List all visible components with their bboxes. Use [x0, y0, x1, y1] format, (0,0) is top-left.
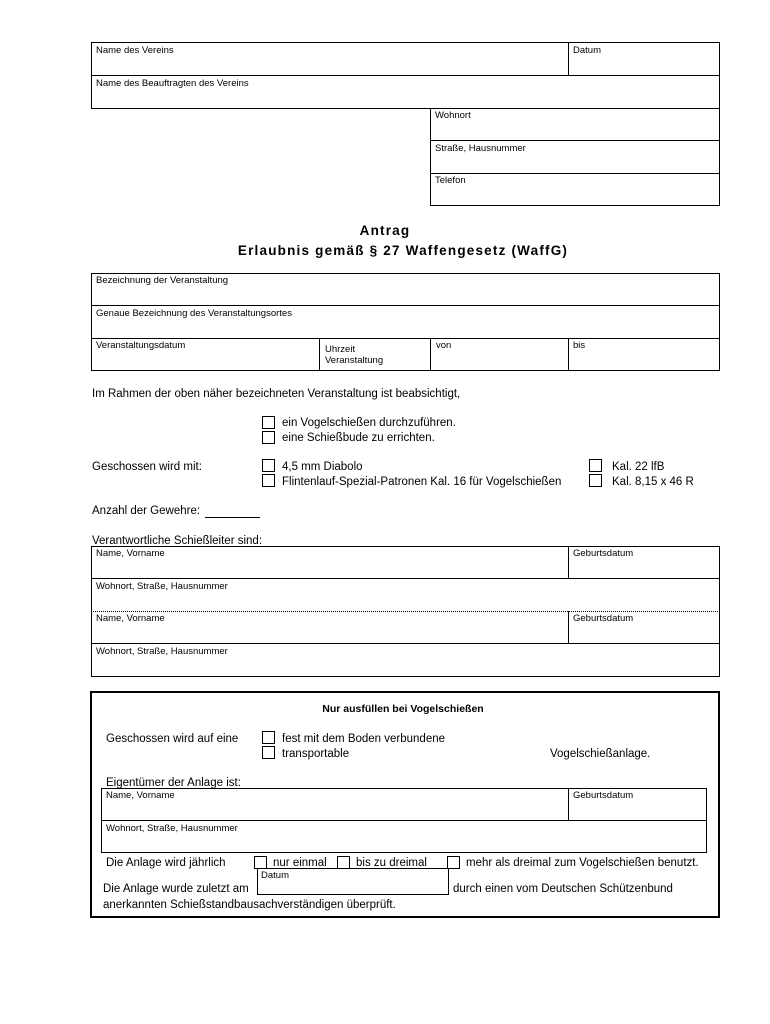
strasse-field[interactable] [431, 141, 719, 172]
transportable-checkbox[interactable] [262, 746, 275, 759]
uhrzeit-label-1: Uhrzeit [325, 344, 356, 355]
leiter1-geburtsdatum-label: Geburtsdatum [573, 548, 634, 559]
kal22-label: Kal. 22 lfB [612, 461, 665, 473]
intent-intro: Im Rahmen der oben näher bezeichneten Veranstaltung ist beabsichtigt, [92, 388, 461, 400]
vogelschiessen-checkbox[interactable] [262, 416, 275, 429]
jaehrlich-label: Die Anlage wird jährlich [106, 857, 226, 869]
diabolo-checkbox[interactable] [262, 459, 275, 472]
vereinsname-field[interactable] [92, 43, 567, 75]
anzahl-gewehre-field[interactable] [205, 503, 260, 518]
schiessleiter-label: Verantwortliche Schießleiter sind: [92, 535, 263, 547]
ort-field[interactable] [92, 306, 719, 337]
von-label: von [436, 340, 452, 351]
flintenlauf-checkbox[interactable] [262, 474, 275, 487]
leiter2-wohnort-field[interactable] [92, 644, 719, 676]
bezeichnung-field[interactable] [92, 274, 719, 305]
schiessbude-option-label: eine Schießbude zu errichten. [282, 432, 435, 444]
leiter1-wohnort-label: Wohnort, Straße, Hausnummer [96, 581, 228, 592]
vereinsname-label: Name des Vereins [96, 45, 174, 56]
vogelschiessen-option-label: ein Vogelschießen durchzuführen. [282, 417, 456, 429]
leiter2-name-label: Name, Vorname [96, 613, 165, 624]
mehr-dreimal-label: mehr als dreimal zum Vogelschießen benutzt. [466, 857, 699, 869]
zuletzt-label: Die Anlage wurde zuletzt am [103, 883, 249, 895]
schiessbude-checkbox[interactable] [262, 431, 275, 444]
uhrzeit-label-2: Veranstaltung [325, 355, 384, 366]
geschossen-auf-label: Geschossen wird auf eine [106, 733, 239, 745]
eigentuemer-name-label: Name, Vorname [106, 790, 175, 801]
leiter1-name-label: Name, Vorname [96, 548, 165, 559]
eigentuemer-wohnort-label: Wohnort, Straße, Hausnummer [106, 823, 238, 834]
eigentuemer-geburtsdatum-label: Geburtsdatum [573, 790, 634, 801]
kal815-label: Kal. 8,15 x 46 R [612, 476, 694, 488]
title-erlaubnis: Erlaubnis gemäß § 27 Waffengesetz (WaffG) [237, 243, 569, 258]
transportable-label: transportable [282, 748, 350, 760]
diabolo-label: 4,5 mm Diabolo [282, 461, 363, 473]
datum-field[interactable] [569, 43, 719, 75]
eigentuemer-wohnort-field[interactable] [102, 821, 706, 852]
leiter2-wohnort-label: Wohnort, Straße, Hausnummer [96, 646, 228, 657]
leiter2-geburtsdatum-field[interactable] [569, 612, 719, 643]
eigentuemer-geburtsdatum-field[interactable] [569, 789, 706, 820]
veranstaltungsdatum-label: Veranstaltungsdatum [96, 340, 186, 351]
kal22-checkbox[interactable] [589, 459, 602, 472]
ort-label: Genaue Bezeichnung des Veranstaltungsortes [96, 308, 292, 319]
geschossen-label: Geschossen wird mit: [92, 461, 202, 473]
anzahl-gewehre-label: Anzahl der Gewehre: [92, 505, 201, 517]
anerkannt-label: anerkannten Schießstandbausachverständigen überprüft. [103, 899, 396, 911]
telefon-field[interactable] [431, 174, 719, 205]
leiter2-geburtsdatum-label: Geburtsdatum [573, 613, 634, 624]
vogelschiessanlage-label: Vogelschießanlage. [550, 748, 651, 760]
fest-label: fest mit dem Boden verbundene [282, 733, 446, 745]
bis-field[interactable] [569, 339, 719, 370]
datum-label: Datum [573, 45, 601, 56]
veranstaltungsdatum-field[interactable] [92, 339, 318, 370]
telefon-label: Telefon [435, 175, 466, 186]
nur-einmal-label: nur einmal [273, 857, 327, 869]
bis-dreimal-label: bis zu dreimal [356, 857, 427, 869]
eigentuemer-label: Eigentümer der Anlage ist: [106, 777, 241, 789]
durch-label: durch einen vom Deutschen Schützenbund [453, 883, 673, 895]
vogelschiessen-heading: Nur ausfüllen bei Vogelschießen [322, 703, 484, 715]
leiter1-name-field[interactable] [92, 547, 567, 578]
title-antrag: Antrag [359, 223, 411, 238]
leiter1-geburtsdatum-field[interactable] [569, 547, 719, 578]
strasse-label: Straße, Hausnummer [435, 143, 526, 154]
eigentuemer-name-field[interactable] [102, 789, 567, 820]
leiter1-wohnort-field[interactable] [92, 579, 719, 610]
von-field[interactable] [431, 339, 567, 370]
event-divider-v1 [319, 338, 320, 371]
beauftragter-field[interactable] [92, 76, 719, 108]
wohnort-label: Wohnort [435, 110, 471, 121]
fest-checkbox[interactable] [262, 731, 275, 744]
flintenlauf-label: Flintenlauf-Spezial-Patronen Kal. 16 für Vogelschießen [282, 476, 562, 488]
bezeichnung-label: Bezeichnung der Veranstaltung [96, 275, 229, 286]
leiter2-name-field[interactable] [92, 612, 567, 643]
wohnort-field[interactable] [431, 109, 719, 140]
bis-label: bis [573, 340, 586, 351]
beauftragter-label: Name des Beauftragten des Vereins [96, 78, 249, 89]
kal815-checkbox[interactable] [589, 474, 602, 487]
pruefung-datum-label: Datum [261, 870, 289, 881]
